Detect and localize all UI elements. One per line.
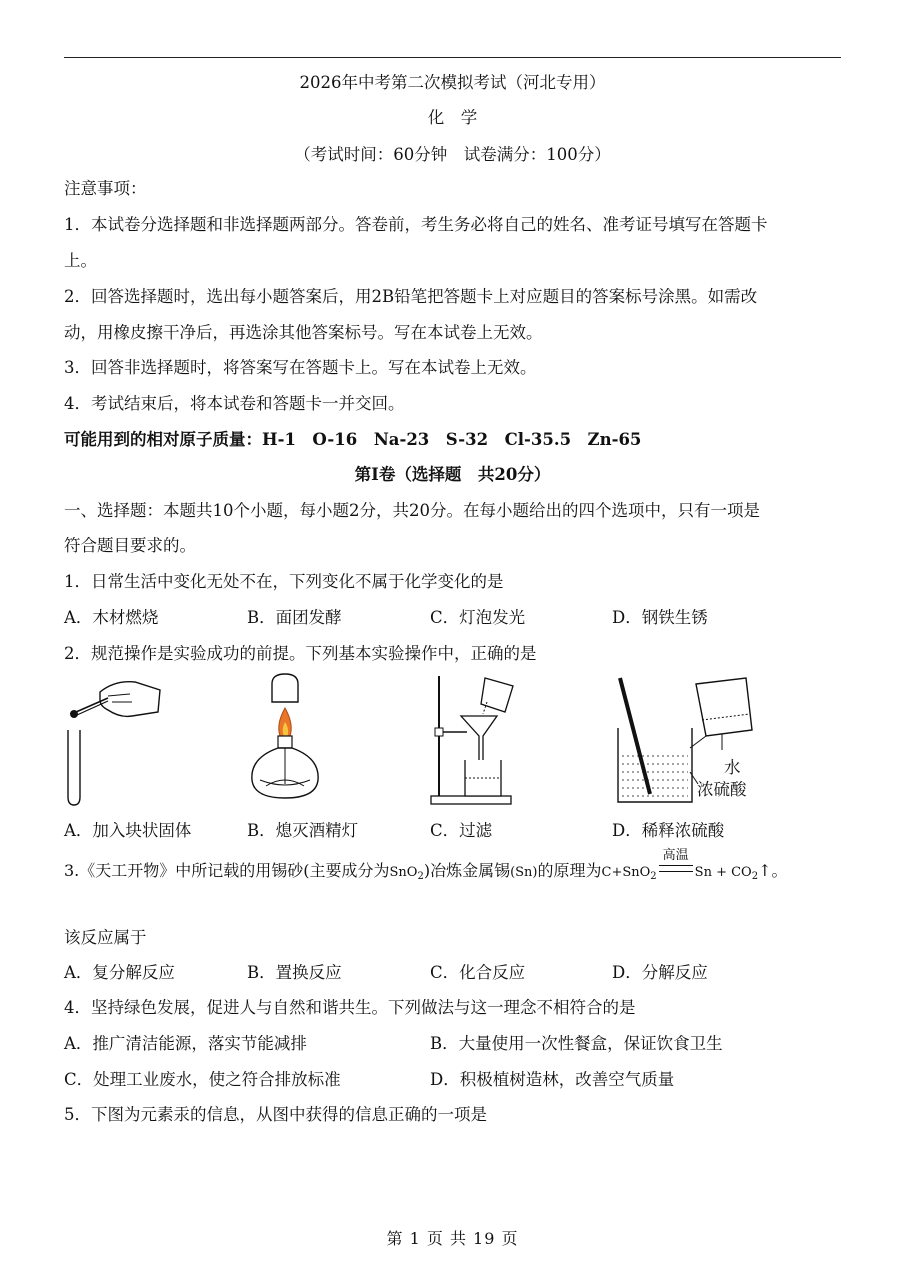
exam-time-info: （考试时间：60分钟 试卷满分：100分）: [294, 145, 611, 164]
note-item-2-cont: 动，用橡皮擦干净后，再选涂其他答案标号。写在本试卷上无效。: [64, 323, 543, 342]
q1-option-b: B．面团发酵: [247, 608, 342, 627]
q2-option-c: C．过滤: [430, 821, 493, 840]
q3-stem-line2: 该反应属于: [64, 928, 147, 947]
q1-option-d: D．钢铁生锈: [612, 608, 708, 627]
q2-option-a: A．加入块状固体: [64, 821, 192, 840]
q1-stem: 1．日常生活中变化无处不在，下列变化不属于化学变化的是: [64, 572, 504, 591]
subject-title: 化 学: [427, 108, 478, 127]
q3-stem-part3: 的原理为: [537, 861, 602, 880]
q1-option-c: C．灯泡发光: [430, 608, 526, 627]
q4-option-c: C．处理工业废水，使之符合排放标准: [64, 1070, 341, 1089]
q3-eq-condition: 高温: [662, 848, 689, 863]
figure-add-solid: [60, 672, 170, 807]
q2-option-b: B．熄灭酒精灯: [247, 821, 359, 840]
q4-option-b: B．大量使用一次性餐盒，保证饮食卫生: [430, 1034, 723, 1053]
note-item-4: 4．考试结束后，将本试卷和答题卡一并交回。: [64, 394, 405, 413]
figure-alcohol-lamp: [240, 672, 330, 807]
exam-title: 2026年中考第二次模拟考试（河北专用）: [299, 73, 606, 92]
q5-stem: 5．下图为元素汞的信息，从图中获得的信息正确的一项是: [64, 1105, 487, 1124]
note-item-1: 1．本试卷分选择题和非选择题两部分。答卷前，考生务必将自己的姓名、准考证号填写在答题卡: [64, 215, 768, 234]
notes-heading: 注意事项：: [64, 179, 147, 198]
q3-option-b: B．置换反应: [247, 963, 342, 982]
q3-eq-gas-arrow: ↑: [758, 861, 772, 880]
q3-formula-sn: (Sn): [510, 865, 538, 880]
note-item-2: 2．回答选择题时，选出每小题答案后，用2B铅笔把答题卡上对应题目的答案标号涂黑。如需改: [64, 287, 758, 306]
q4-stem: 4．坚持绿色发展，促进人与自然和谐共生。下列做法与这一理念不相符合的是: [64, 998, 636, 1017]
q4-option-d: D．积极植树造林，改善空气质量: [430, 1070, 675, 1089]
q3-stem-part2: )冶炼金属锡: [423, 861, 511, 880]
label-concentrated-acid: 浓硫酸: [697, 780, 747, 799]
atomic-mass-line: 可能用到的相对原子质量：H-1 O-16 Na-23 S-32 Cl-35.5 Zn-65: [64, 430, 642, 449]
q3-stem: [64, 848, 788, 888]
top-rule: [64, 57, 841, 58]
note-item-3: 3．回答非选择题时，将答案写在答题卡上。写在本试卷上无效。: [64, 358, 537, 377]
q2-stem: 2．规范操作是实验成功的前提。下列基本实验操作中，正确的是: [64, 644, 537, 663]
section-intro-cont: 符合题目要求的。: [64, 536, 196, 555]
q3-option-a: A．复分解反应: [64, 963, 175, 982]
q3-eq-left: C+SnO$_2$: [601, 865, 657, 882]
section-intro: 一、选择题：本题共10个小题，每小题2分，共20分。在每小题给出的四个选项中，只有一项是: [64, 501, 760, 520]
q3-option-d: D．分解反应: [612, 963, 708, 982]
q3-eq-sign: [657, 848, 695, 882]
label-water: 水: [724, 758, 741, 777]
q1-option-a: A．木材燃烧: [64, 608, 159, 627]
q3-option-c: C．化合反应: [430, 963, 526, 982]
page-footer: 第 1 页 共 19 页: [386, 1229, 519, 1248]
q3-eq-end: 。: [771, 861, 788, 880]
note-item-1-cont: 上。: [64, 251, 97, 270]
q3-formula-sno2: SnO$_2$: [389, 865, 424, 882]
q3-stem-part1: 3.《天工开物》中所记载的用锡砂(主要成分为: [64, 861, 390, 880]
q3-eq-right: $Sn + CO_2$: [694, 865, 759, 882]
section-title: 第Ⅰ卷（选择题 共20分）: [354, 465, 551, 484]
figure-filtration: [425, 672, 535, 807]
q2-option-d: D．稀释浓硫酸: [612, 821, 725, 840]
q4-option-a: A．推广清洁能源，落实节能减排: [64, 1034, 307, 1053]
